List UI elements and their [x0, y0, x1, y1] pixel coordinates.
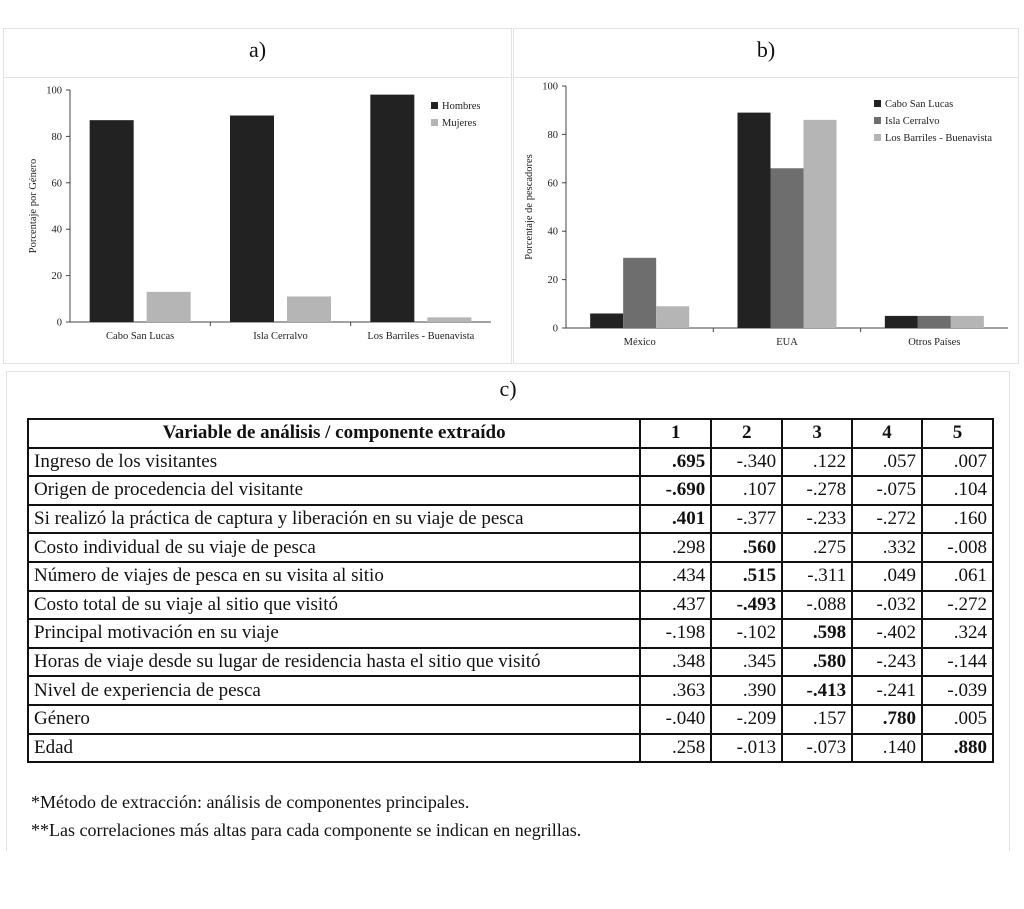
loading-value: -.102 [711, 619, 782, 648]
loading-value: .332 [852, 533, 922, 562]
y-tick-label: 80 [51, 131, 62, 143]
loading-value: .345 [711, 648, 782, 677]
header-component-3: 3 [782, 419, 852, 448]
x-category-label: EUA [776, 337, 798, 348]
loading-value: -.013 [711, 734, 782, 763]
loading-value: -.278 [782, 476, 852, 505]
bar-cabo-san-lucas-eua [738, 113, 771, 328]
bar-mujeres-isla-cerralvo [287, 296, 331, 322]
bar-mujeres-los-barriles-buenavista [427, 317, 471, 322]
x-category-label: Isla Cerralvo [253, 331, 308, 342]
panel-c-label: c) [499, 376, 517, 401]
loading-value: .780 [852, 705, 922, 734]
loading-value: .140 [852, 734, 922, 763]
bar-hombres-isla-cerralvo [230, 116, 274, 322]
header-component-5: 5 [922, 419, 993, 448]
y-tick-label: 100 [542, 81, 558, 93]
chart-a-svg [4, 78, 511, 364]
loading-value: -.413 [782, 676, 852, 705]
loading-value: -.272 [852, 505, 922, 534]
header-variable: Variable de análisis / componente extraído [28, 419, 640, 448]
loading-value: -.272 [922, 591, 993, 620]
y-tick-label: 60 [51, 178, 62, 190]
chart-panel-b [513, 28, 1019, 364]
legend-entry: Los Barriles - Buenavista [885, 133, 993, 144]
loading-value: .324 [922, 619, 993, 648]
loading-value: -.311 [782, 562, 852, 591]
header-component-1: 1 [640, 419, 711, 448]
bar-los-barriles-buenavista-otros-pa-ses [951, 316, 984, 328]
legend-swatch [874, 100, 881, 107]
loading-value: -.040 [640, 705, 711, 734]
legend-entry: Hombres [442, 101, 481, 112]
table-row [28, 448, 993, 477]
bar-isla-cerralvo-m-xico [623, 258, 656, 328]
loading-value: .695 [640, 448, 711, 477]
table-header-row [28, 419, 993, 448]
y-tick-label: 0 [56, 317, 62, 329]
y-tick-label: 100 [46, 85, 62, 97]
bar-hombres-cabo-san-lucas [90, 120, 134, 322]
loading-value: -.493 [711, 591, 782, 620]
loading-value: .880 [922, 734, 993, 763]
panel-a-label: a) [4, 29, 511, 78]
row-variable-name: Si realizó la práctica de captura y liberación en su viaje de pesca [28, 505, 640, 534]
loading-value: .160 [922, 505, 993, 534]
table-row [28, 648, 993, 677]
table-row [28, 476, 993, 505]
loading-value: .057 [852, 448, 922, 477]
loading-value: .363 [640, 676, 711, 705]
y-axis-title: Porcentaje por Género [28, 158, 39, 254]
x-category-label: Los Barriles - Buenavista [367, 331, 475, 342]
loading-value: -.243 [852, 648, 922, 677]
row-variable-name: Costo individual de su viaje de pesca [28, 533, 640, 562]
y-tick-label: 40 [51, 224, 62, 236]
loading-value: -.008 [922, 533, 993, 562]
loading-value: .580 [782, 648, 852, 677]
loading-value: -.690 [640, 476, 711, 505]
loading-value: .275 [782, 533, 852, 562]
header-component-4: 4 [852, 419, 922, 448]
table-row [28, 676, 993, 705]
header-component-2: 2 [711, 419, 782, 448]
row-variable-name: Número de viajes de pesca en su visita al sitio [28, 562, 640, 591]
table-row [28, 533, 993, 562]
bar-isla-cerralvo-eua [771, 168, 804, 328]
loading-value: -.209 [711, 705, 782, 734]
loading-value: -.144 [922, 648, 993, 677]
bar-mujeres-cabo-san-lucas [147, 292, 191, 322]
loading-value: -.075 [852, 476, 922, 505]
loading-value: .348 [640, 648, 711, 677]
legend-swatch [874, 134, 881, 141]
loading-value: .005 [922, 705, 993, 734]
bar-los-barriles-buenavista-m-xico [656, 306, 689, 328]
bar-cabo-san-lucas-otros-pa-ses [885, 316, 918, 328]
legend-entry: Cabo San Lucas [885, 99, 954, 110]
legend-entry: Mujeres [442, 118, 477, 129]
y-tick-label: 0 [552, 323, 558, 335]
loading-value: -.241 [852, 676, 922, 705]
loading-value: .437 [640, 591, 711, 620]
legend-swatch [874, 117, 881, 124]
loading-value: .401 [640, 505, 711, 534]
x-category-label: Cabo San Lucas [106, 331, 175, 342]
loading-value: -.233 [782, 505, 852, 534]
y-tick-label: 40 [547, 226, 558, 238]
table-row [28, 591, 993, 620]
loading-value: .104 [922, 476, 993, 505]
legend-swatch [431, 119, 438, 126]
table-panel-c [6, 371, 1010, 851]
loading-value: -.073 [782, 734, 852, 763]
legend-swatch [431, 102, 438, 109]
loading-value: -.377 [711, 505, 782, 534]
chart-panel-a [3, 28, 512, 364]
legend-entry: Isla Cerralvo [885, 116, 940, 127]
table-row [28, 705, 993, 734]
y-tick-label: 60 [547, 178, 558, 190]
loading-value: .049 [852, 562, 922, 591]
loading-value: .598 [782, 619, 852, 648]
bar-hombres-los-barriles-buenavista [370, 95, 414, 322]
loading-value: .560 [711, 533, 782, 562]
bar-isla-cerralvo-otros-pa-ses [918, 316, 951, 328]
loading-value: .515 [711, 562, 782, 591]
row-variable-name: Principal motivación en su viaje [28, 619, 640, 648]
row-variable-name: Nivel de experiencia de pesca [28, 676, 640, 705]
loading-value: -.088 [782, 591, 852, 620]
y-axis-title: Porcentaje de pescadores [524, 154, 535, 260]
row-variable-name: Horas de viaje desde su lugar de residencia hasta el sitio que visitó [28, 648, 640, 677]
loading-value: .258 [640, 734, 711, 763]
loading-value: .298 [640, 533, 711, 562]
row-variable-name: Género [28, 705, 640, 734]
loading-value: .122 [782, 448, 852, 477]
row-variable-name: Ingreso de los visitantes [28, 448, 640, 477]
loading-value: -.039 [922, 676, 993, 705]
row-variable-name: Costo total de su viaje al sitio que visitó [28, 591, 640, 620]
bar-cabo-san-lucas-m-xico [590, 313, 623, 328]
note-bold-correlations: **Las correlaciones más altas para cada componente se indican en negrillas. [31, 820, 582, 840]
loading-value: .061 [922, 562, 993, 591]
loading-value: -.402 [852, 619, 922, 648]
loading-value: .107 [711, 476, 782, 505]
x-category-label: México [623, 337, 656, 348]
loading-value: .390 [711, 676, 782, 705]
loading-value: .157 [782, 705, 852, 734]
row-variable-name: Origen de procedencia del visitante [28, 476, 640, 505]
loading-value: -.340 [711, 448, 782, 477]
component-loadings-table [27, 418, 994, 763]
y-tick-label: 20 [547, 275, 558, 287]
x-category-label: Otros Países [908, 337, 961, 348]
loading-value: .007 [922, 448, 993, 477]
note-extraction-method: *Método de extracción: análisis de componentes principales. [31, 792, 470, 812]
loading-value: -.198 [640, 619, 711, 648]
y-tick-label: 20 [51, 271, 62, 283]
loading-value: -.032 [852, 591, 922, 620]
y-tick-label: 80 [547, 129, 558, 141]
loading-value: .434 [640, 562, 711, 591]
table-row [28, 562, 993, 591]
row-variable-name: Edad [28, 734, 640, 763]
table-row [28, 505, 993, 534]
table-row [28, 619, 993, 648]
bar-los-barriles-buenavista-eua [804, 120, 837, 328]
table-row [28, 734, 993, 763]
chart-b-svg [514, 78, 1018, 364]
panel-b-label: b) [514, 29, 1018, 78]
